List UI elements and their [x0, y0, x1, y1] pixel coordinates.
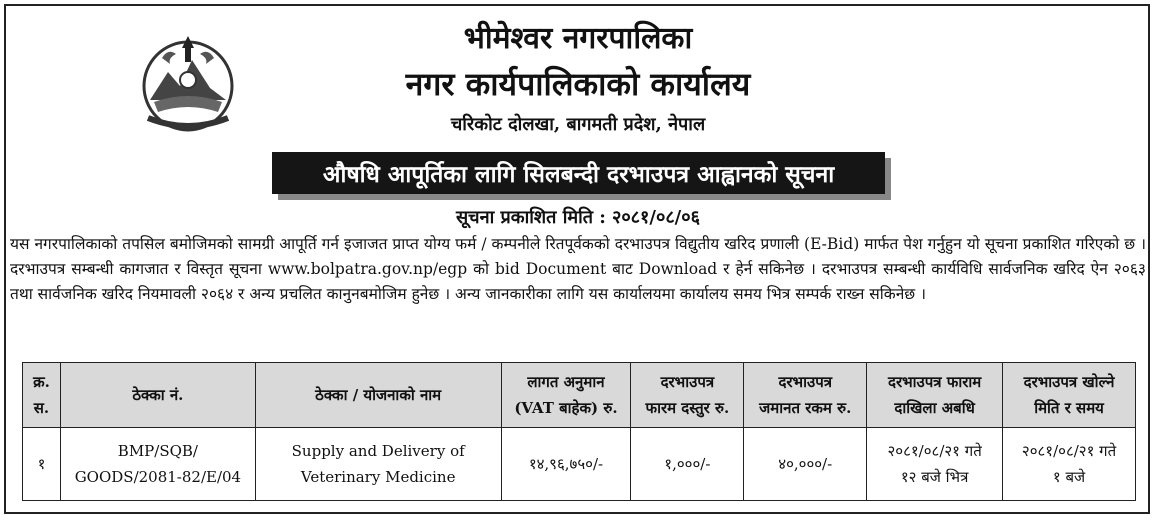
cell-project-name: Supply and Delivery of Veterinary Medicine: [255, 428, 501, 501]
municipality-name: भीमेश्वर नगरपालिका: [463, 21, 693, 56]
notice-title-banner: [272, 152, 885, 194]
header-cost-estimate: लागत अनुमान (VAT बाहेक) रु.: [501, 363, 631, 428]
header-bid-security: दरभाउपत्र जमानत रकम रु.: [744, 363, 867, 428]
header-project-name: ठेक्का / योजनाको नाम: [255, 363, 501, 428]
notice-body: यस नगरपालिकाको तपसिल बमोजिमको सामग्री आपूर्ति गर्न इजाजत प्राप्त योग्य फर्म / कम्पनीले रितपूर्वकको दरभाउपत्र विद्युतीय खरिद प्रणाली (E-Bid) मार्फत पेश गर्नुहुन यो सूचना प्रकाशित गरिएको छ । दरभाउपत्र सम्बन्धी कागजात र विस्तृत सूचना www.bolpatra.gov.np/egp को bid Document बाट Download र हेर्न सकिनेछ । दरभाउपत्र सम्बन्धी कार्यविधि सार्वजनिक खरिद ऐन २०६३ तथा सार्वजनिक खरिद नियमावली २०६४ र अन्य प्रचलित कानुनबमोजिम हुनेछ । अन्य जानकारीका लागि यस कार्यालयमा कार्यालय समय भित्र सम्पर्क राख्न सकिनेछ ।: [10, 235, 1146, 303]
cell-sn: १: [23, 428, 61, 501]
header-opening-date: दरभाउपत्र खोल्ने मिति र समय: [1003, 363, 1136, 428]
header-sn: क्र. स.: [23, 363, 61, 428]
cell-opening-date: २०८१/०८/२१ गते १ बजे: [1003, 428, 1136, 501]
cell-contract-no: BMP/SQB/ GOODS/2081-82/E/04: [60, 428, 255, 501]
header-submission-deadline: दरभाउपत्र फाराम दाखिला अबधि: [867, 363, 1003, 428]
cell-form-fee: १,०००/-: [631, 428, 744, 501]
publication-date-label: सूचना प्रकाशित मिति :: [456, 207, 606, 228]
notice-title: औषधि आपूर्तिका लागि सिलबन्दी दरभाउपत्र आह्वानको सूचना: [322, 161, 835, 188]
table-header-row: [23, 363, 1136, 428]
cell-submission-deadline: २०८१/०८/२१ गते १२ बजे भित्र: [867, 428, 1003, 501]
header-contract-no: ठेक्का नं.: [60, 363, 255, 428]
table-row: [23, 428, 1136, 501]
cell-cost-estimate: १४,९६,७५०/-: [501, 428, 631, 501]
bid-details-table: [22, 362, 1136, 501]
office-address: चरिकोट दोलखा, बागमती प्रदेश, नेपाल: [450, 114, 706, 135]
office-name: नगर कार्यपालिकाको कार्यालय: [405, 65, 751, 103]
header-form-fee: दरभाउपत्र फारम दस्तुर रु.: [631, 363, 744, 428]
publication-date-line: [0, 205, 1156, 229]
publication-date: २०८१/०८/०६: [611, 207, 700, 228]
cell-bid-security: ४०,०००/-: [744, 428, 867, 501]
